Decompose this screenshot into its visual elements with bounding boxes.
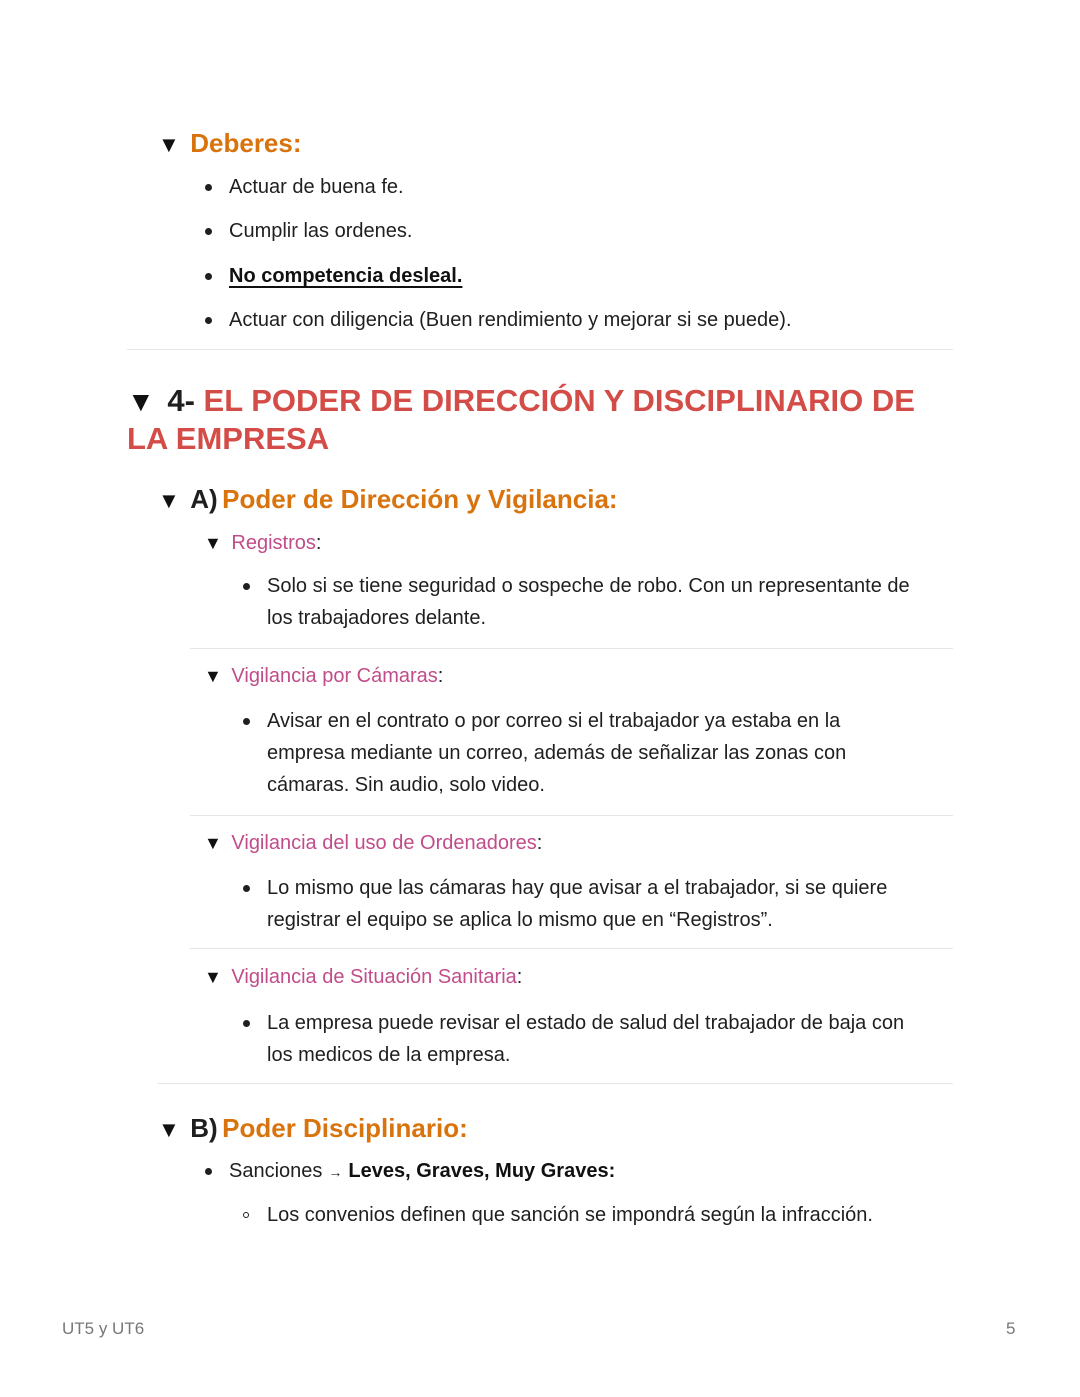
list-item-line: Solo si se tiene seguridad o sospeche de robo. Con un representante de [267, 575, 910, 597]
list-item-line: empresa mediante un correo, además de señalizar las zonas con [267, 742, 847, 764]
list-item-line: Lo mismo que las cámaras hay que avisar a el trabajador, si se quiere [267, 877, 888, 899]
list-item [243, 705, 953, 801]
subsection-colon: : [315, 532, 322, 554]
subsection-title: Vigilancia por Cámaras [231, 665, 438, 687]
toggle-triangle-icon[interactable]: ▼ [158, 132, 180, 157]
divider [158, 1083, 953, 1084]
list-item-text: Actuar de buena fe. [229, 176, 404, 198]
bullet-icon [205, 184, 212, 191]
list-item-text: Cumplir las ordenes. [229, 220, 413, 242]
list-item-line: La empresa puede revisar el estado de salud del trabajador de baja con [267, 1012, 905, 1034]
bullet-icon [205, 228, 212, 235]
page-number: 5 [1006, 1319, 1016, 1338]
toggle-triangle-icon[interactable]: ▼ [204, 666, 222, 686]
bullet-icon [243, 1020, 250, 1027]
bullet-icon [205, 1168, 212, 1175]
list-item [205, 260, 462, 292]
divider [190, 948, 953, 949]
divider [127, 349, 953, 350]
circle-bullet-icon [243, 1212, 249, 1218]
bullet-icon [243, 885, 250, 892]
list-item [243, 570, 953, 634]
part-a-toggle[interactable] [158, 484, 618, 515]
toggle-triangle-icon[interactable]: ▼ [127, 386, 155, 417]
divider [190, 648, 953, 649]
subsection-title: Vigilancia del uso de Ordenadores [231, 832, 537, 854]
list-item-text: No competencia desleal. [229, 265, 463, 287]
part-b-toggle[interactable] [158, 1113, 468, 1144]
list-item [205, 215, 412, 247]
part-b-prefix: B) [190, 1113, 218, 1143]
part-b-title: Poder Disciplinario: [222, 1113, 468, 1143]
subsection-colon: : [536, 832, 543, 854]
toggle-triangle-icon[interactable]: ▼ [158, 488, 180, 513]
sanciones-types: Leves, Graves, Muy Graves: [348, 1160, 616, 1182]
list-item [243, 1199, 873, 1231]
deberes-toggle[interactable] [158, 128, 302, 159]
sanciones-label: Sanciones [229, 1160, 323, 1182]
list-item-line: registrar el equipo se aplica lo mismo que en “Registros”. [267, 909, 773, 931]
subsection-colon: : [516, 966, 523, 988]
list-item [243, 872, 953, 936]
list-item [205, 1155, 615, 1188]
arrow-right-icon: → [328, 1164, 343, 1180]
footer-title: UT5 y UT6 [62, 1319, 145, 1338]
sanitaria-toggle[interactable] [204, 961, 522, 993]
toggle-triangle-icon[interactable]: ▼ [204, 533, 222, 553]
toggle-triangle-icon[interactable]: ▼ [204, 833, 222, 853]
section-title-line2: LA EMPRESA [127, 421, 330, 456]
registros-toggle[interactable] [204, 527, 321, 559]
bullet-icon [205, 273, 212, 280]
subsection-title: Registros [231, 532, 316, 554]
camaras-toggle[interactable] [204, 660, 443, 692]
bullet-icon [243, 583, 250, 590]
list-item [243, 1007, 953, 1071]
toggle-triangle-icon[interactable]: ▼ [158, 1117, 180, 1142]
list-item-line: los trabajadores delante. [267, 607, 487, 629]
bullet-icon [243, 718, 250, 725]
part-a-title: Poder de Dirección y Vigilancia: [222, 484, 618, 514]
list-item-line: cámaras. Sin audio, solo video. [267, 774, 545, 796]
bullet-icon [205, 317, 212, 324]
section-title-line1: EL PODER DE DIRECCIÓN Y DISCIPLINARIO DE [203, 383, 915, 418]
ordenadores-toggle[interactable] [204, 827, 542, 859]
list-item-text: Los convenios definen que sanción se impondrá según la infracción. [267, 1204, 873, 1226]
toggle-triangle-icon[interactable]: ▼ [204, 967, 222, 987]
divider [190, 815, 953, 816]
list-item-text: Actuar con diligencia (Buen rendimiento y mejorar si se puede). [229, 309, 792, 331]
list-item-line: Avisar en el contrato o por correo si el trabajador ya estaba en la [267, 710, 841, 732]
list-item [205, 304, 792, 336]
subsection-colon: : [437, 665, 444, 687]
section-4-heading[interactable] [127, 382, 957, 457]
list-item [205, 171, 404, 203]
part-a-prefix: A) [190, 484, 218, 514]
subsection-title: Vigilancia de Situación Sanitaria [231, 966, 517, 988]
deberes-title: Deberes: [190, 128, 302, 158]
list-item-line: los medicos de la empresa. [267, 1044, 511, 1066]
section-number: 4- [167, 383, 195, 418]
